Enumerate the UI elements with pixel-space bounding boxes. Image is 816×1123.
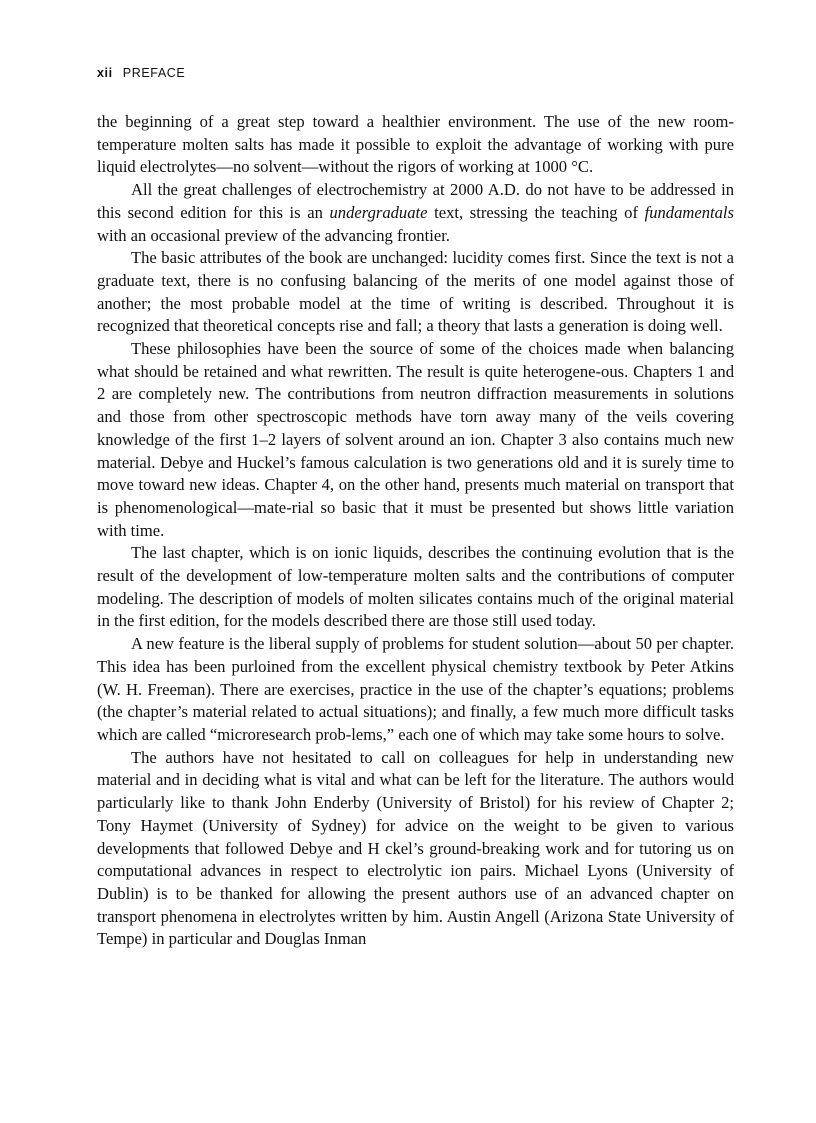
paragraph-text: The basic attributes of the book are unchanged: lucidity comes first. Since the text is not a graduate text, there is no confusing balancing of the merits of one model against those of another; the most probable model at the time of writing is described. Throughout it is recognized that theoretical concepts rise and fall; a theory that lasts a generation is doing well.	[97, 248, 734, 336]
body-text	[97, 111, 734, 951]
emphasis: fundamentals	[644, 202, 734, 222]
paragraph	[97, 542, 734, 633]
paragraph	[97, 338, 734, 542]
paragraph-text: These philosophies have been the source of some of the choices made when balancing what should be retained and what rewritten. The result is quite heterogene-ous. Chapters 1 and 2 are completely new. The contributions from neutron diffraction measurements in solutions and those from other spectroscopic methods have torn away many of the veils covering knowledge of the first 1–2 layers of solvent around an ion. Chapter 3 also contains much new material. Debye and Huckel’s famous calculation is two generations old and it is surely time to move toward new ideas. Chapter 4, on the other hand, presents much material on transport that is phenomenological—mate-rial so basic that it must be presented but shows little variation with time.	[97, 339, 734, 540]
emphasis: undergraduate	[329, 202, 428, 222]
paragraph-text: text, stressing the teaching of	[427, 202, 645, 222]
paragraph	[97, 633, 734, 747]
paragraph	[97, 747, 734, 951]
paragraph-text: with an occasional preview of the advancing frontier.	[97, 225, 450, 245]
paragraph	[97, 247, 734, 338]
section-title: PREFACE	[122, 66, 186, 80]
paragraph-text: the beginning of a great step toward a healthier environment. The use of the new room-temperature molten salts has made it possible to exploit the advantage of working with pure liquid electrolytes—no solvent—without the rigors of working at 1000 °C.	[97, 112, 734, 177]
paragraph	[97, 179, 734, 247]
paragraph-text: The last chapter, which is on ionic liquids, describes the continuing evolution that is the result of the development of low-temperature molten salts and the contributions of computer modeling. The description of models of molten silicates contains much of the original material in the first edition, for the models described there are those still used today.	[97, 543, 734, 631]
paragraph-text: The authors have not hesitated to call on colleagues for help in understanding new material and in deciding what is vital and what can be left for the literature. The authors would particularly like to thank John Enderby (University of Bristol) for his review of Chapter 2; Tony Haymet (University of Sydney) for advice on the weight to be given to various developments that followed Debye and H ckel’s ground-breaking work and for tutoring us on computational advances in respect to electrolytic ion pairs. Michael Lyons (University of Dublin) is to be thanked for allowing the present authors use of an advanced chapter on transport phenomena in electrolytes written by him. Austin Angell (Arizona State University of Tempe) in particular and Douglas Inman	[97, 747, 734, 949]
paragraph	[97, 111, 734, 179]
paragraph-text: All the great challenges of electrochemistry at 2000 A.D. do not have to be addressed in this second edition for this is an	[97, 180, 734, 222]
page-number: xii	[97, 66, 113, 80]
paragraph-text: A new feature is the liberal supply of problems for student solution—about 50 per chapter. This idea has been purloined from the excellent physical chemistry textbook by Peter Atkins (W. H. Freeman). There are exercises, practice in the use of the chapter’s equations; problems (the chapter’s material related to actual situations); and finally, a few much more difficult tasks which are called “microresearch prob-lems,” each one of which may take some hours to solve.	[97, 634, 734, 744]
running-header	[97, 66, 185, 80]
